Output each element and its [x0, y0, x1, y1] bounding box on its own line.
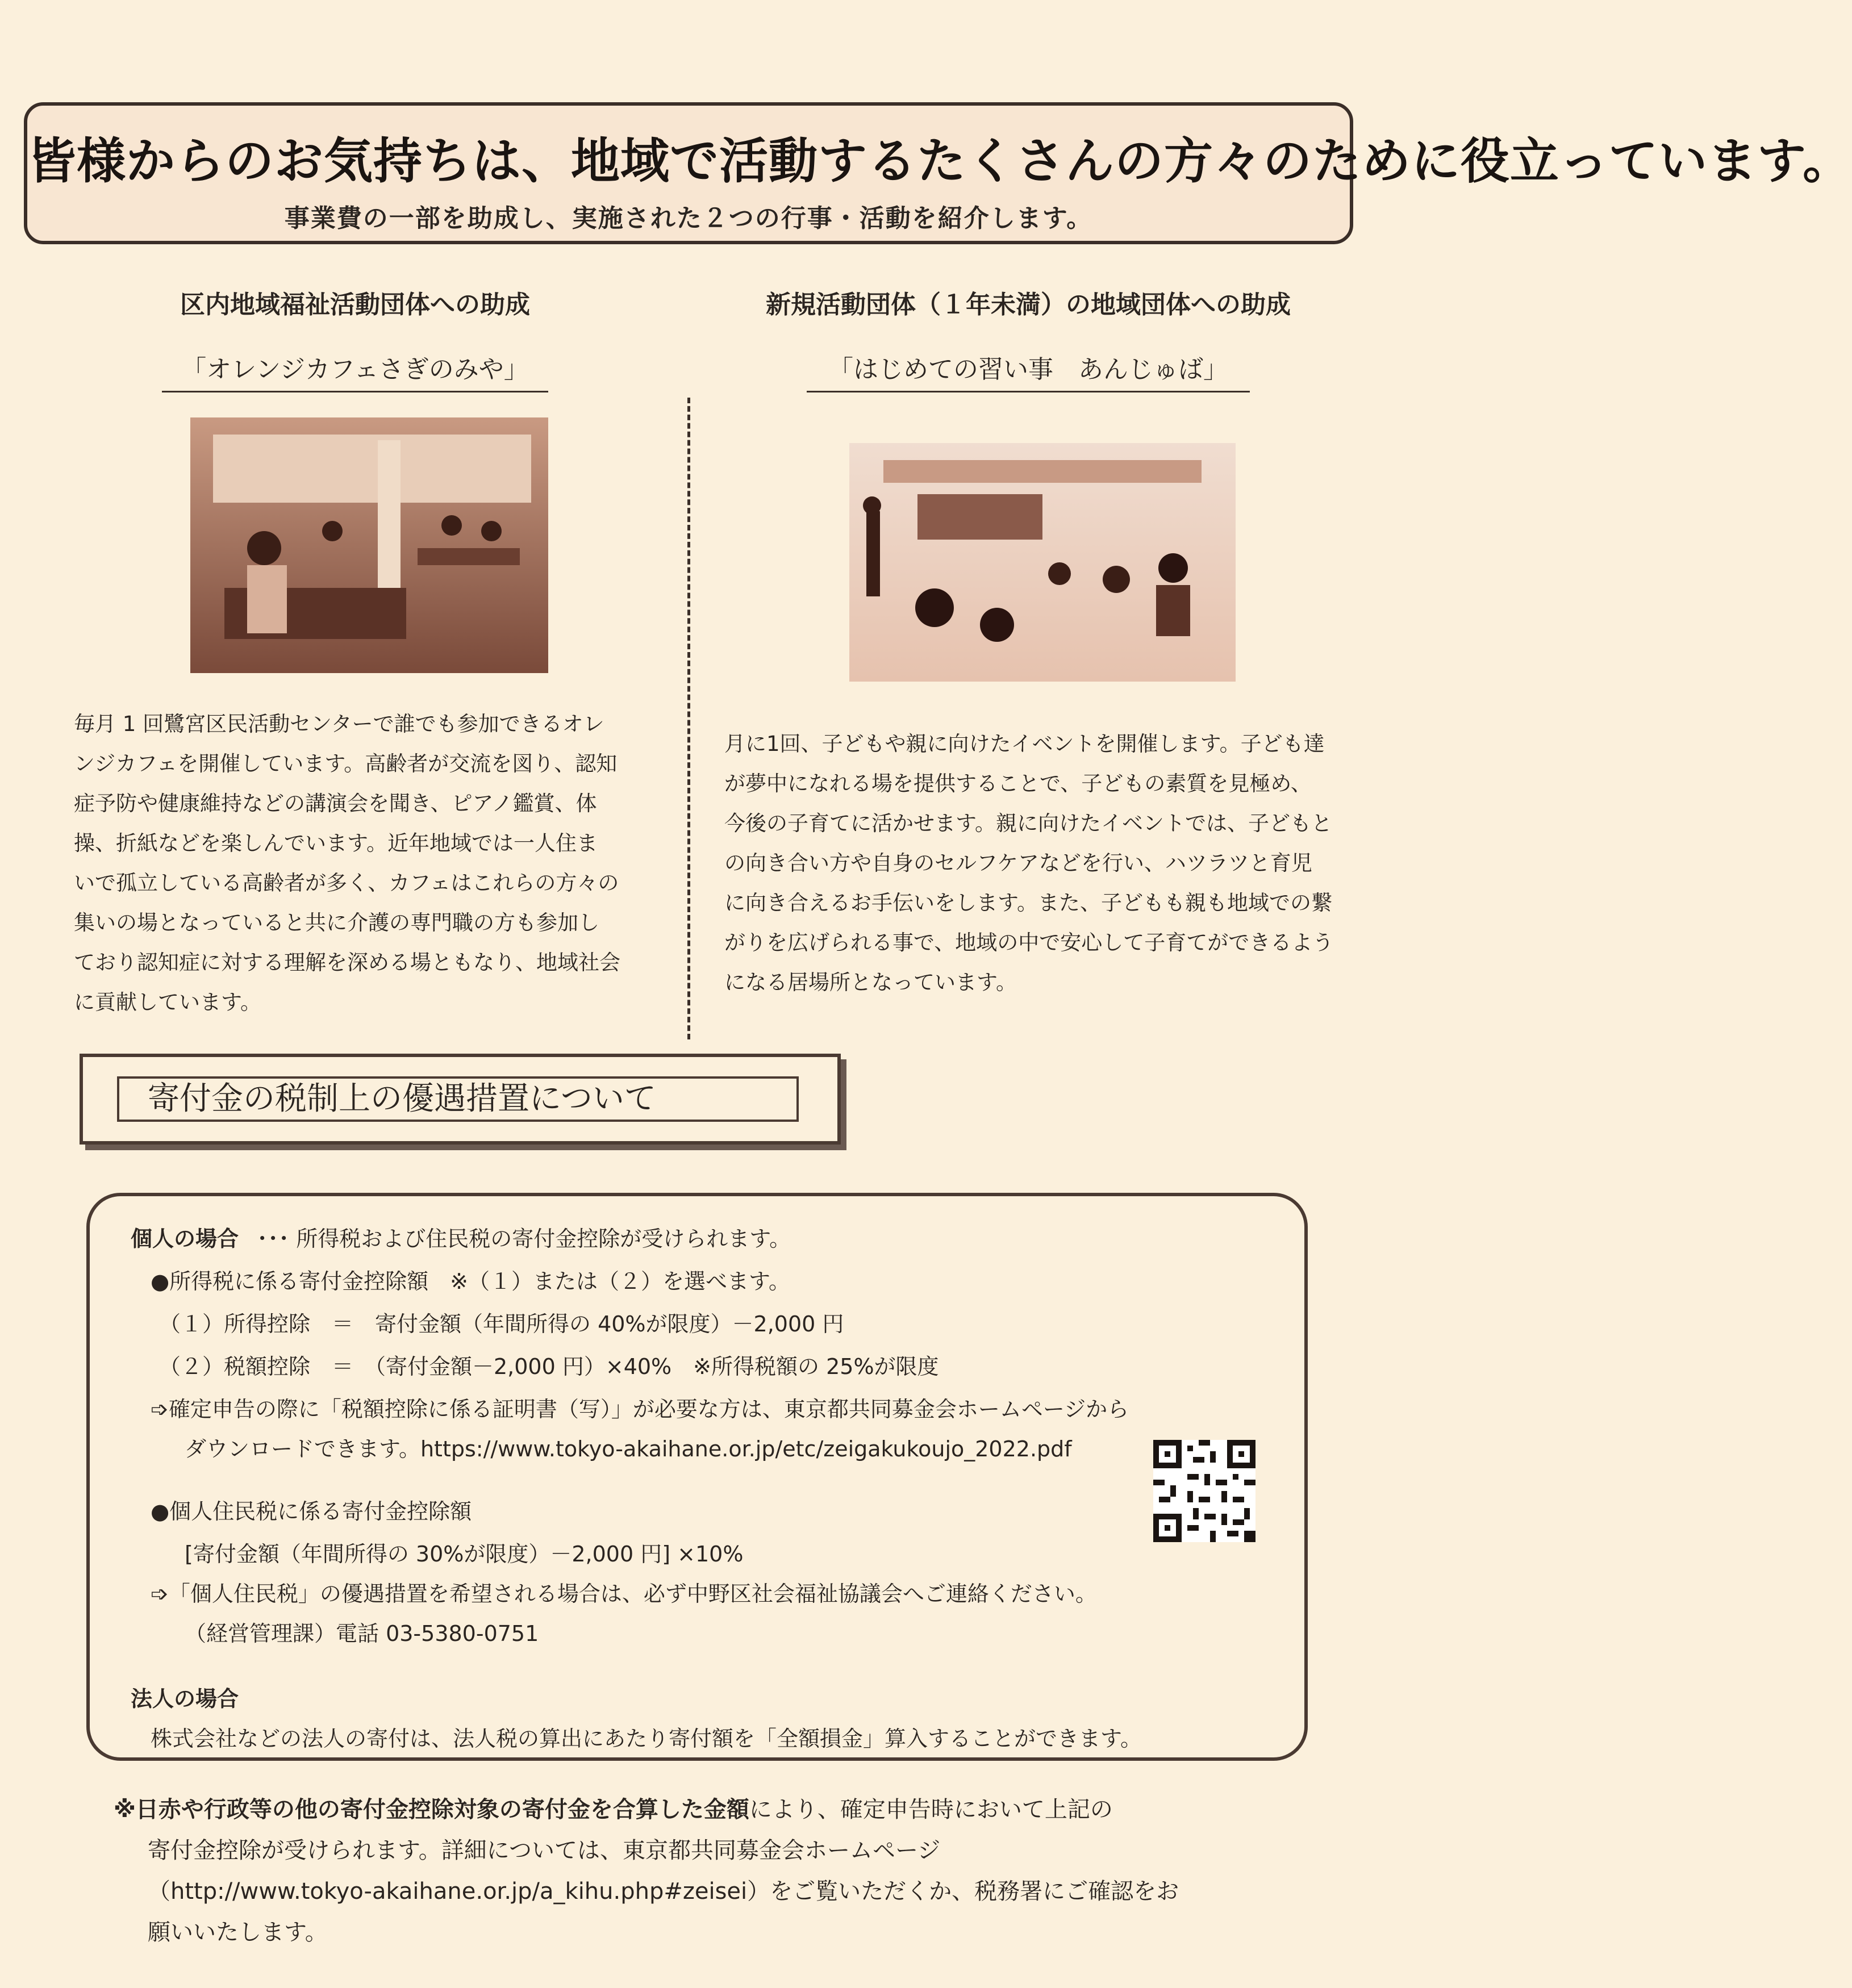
resident-tax-formula: [寄付金額（年間所得の 30%が限度）－2,000 円] ×10% [185, 1542, 744, 1567]
footer-emphasis: ※日赤や行政等の他の寄付金控除対象の寄付金を合算した金額 [114, 1797, 749, 1823]
right-column [704, 284, 1352, 392]
certificate-download-link[interactable]: ダウンロードできます。https://www.tokyo-akaihane.or.jp/etc/zeigakukoujo_2022.pdf [185, 1436, 1072, 1461]
left-column [34, 284, 676, 392]
cafe-photo [190, 417, 548, 673]
header-banner [24, 102, 1852, 244]
left-body-line: 操、折紙などを楽しんでいます。近年地域では一人住ま [74, 831, 598, 855]
right-body-line: がりを広げられる事で、地域の中で安心して子育てができるよう [724, 930, 1334, 955]
footer-line-4: 願いいたします。 [148, 1919, 328, 1945]
individual-row [131, 1221, 791, 1252]
footer-line-1-rest: により、確定申告時において上記の [749, 1797, 1113, 1823]
income-tax-heading: ●所得税に係る寄付金控除額 ※（１）または（２）を選べます。 [151, 1269, 790, 1294]
right-body-line: に向き合えるお手伝いをします。また、子どもも親も地域での繋 [724, 891, 1333, 915]
right-column-body [724, 724, 1366, 1003]
right-body-line: の向き合い方や自身のセルフケアなどを行い、ハツラツと育児 [724, 851, 1312, 875]
left-body-line: に貢献しています。 [74, 990, 262, 1014]
individual-intro: ･･･ 所得税および住民税の寄付金控除が受けられます。 [257, 1226, 791, 1251]
left-body-line: 集いの場となっていると共に介護の専門職の方も参加し [74, 911, 599, 935]
header-title: 皆様からのお気持ちは、地域で活動するたくさんの方々のために役立っています。 [27, 133, 1852, 190]
left-body-line: ンジカフェを開催しています。高齢者が交流を図り、認知 [74, 751, 618, 776]
right-body-line: が夢中になれる場を提供することで、子どもの素質を見極め、 [724, 771, 1312, 796]
footer-note [114, 1789, 1307, 1953]
left-column-body [74, 704, 676, 1022]
right-body-line: になる居場所となっています。 [724, 970, 1017, 995]
class-photo [849, 443, 1236, 682]
left-column-name: 「オレンジカフェさぎのみや」 [162, 349, 548, 392]
left-body-line: いで孤立している高齢者が多く、カフェはこれらの方々の [74, 871, 619, 895]
left-body-line: 症予防や健康維持などの講演会を聞き、ピアノ鑑賞、体 [74, 791, 597, 816]
contact-phone: （経営管理課）電話 03-5380-0751 [185, 1621, 539, 1646]
footer-line-1 [114, 1789, 1307, 1830]
left-body-line: 毎月 1 回鷺宮区民活動センターで誰でも参加できるオレ [74, 712, 604, 736]
certificate-note: ➩確定申告の際に「税額控除に係る証明書（写）」が必要な方は、東京都共同募金会ホームページから [151, 1397, 1129, 1422]
corporate-label: 法人の場合 [131, 1686, 239, 1711]
column-divider [687, 398, 690, 1039]
income-tax-option-1: （１）所得控除 ＝ 寄付金額（年間所得の 40%が限度）－2,000 円 [159, 1312, 844, 1337]
left-column-heading: 区内地域福祉活動団体への助成 [180, 290, 530, 319]
tax-section-title: 寄付金の税制上の優遇措置について [117, 1076, 799, 1122]
resident-tax-heading: ●個人住民税に係る寄付金控除額 [151, 1499, 472, 1524]
tax-section-title-frame [80, 1054, 841, 1145]
corporate-text: 株式会社などの法人の寄付は、法人税の算出にあたり寄付額を「全額損金」算入することができます。 [151, 1726, 1142, 1751]
right-body-line: 月に1回、子どもや親に向けたイベントを開催します。子ども達 [724, 732, 1325, 756]
footer-line-3: （http://www.tokyo-akaihane.or.jp/a_kihu.php#zeisei）をご覧いただくか、税務署にご確認をお [148, 1878, 1179, 1905]
right-body-line: 今後の子育てに活かせます。親に向けたイベントでは、子どもと [724, 811, 1333, 836]
resident-tax-note: ➩「個人住民税」の優遇措置を希望される場合は、必ず中野区社会福祉協議会へご連絡ください。 [151, 1581, 1097, 1606]
right-column-heading: 新規活動団体（１年未満）の地域団体への助成 [766, 290, 1291, 319]
footer-line-2: 寄付金控除が受けられます。詳細については、東京都共同募金会ホームページ [148, 1837, 941, 1864]
right-column-name: 「はじめての習い事 あんじゅば」 [807, 349, 1250, 392]
left-body-line: ており認知症に対する理解を深める場ともなり、地域社会 [74, 950, 620, 975]
qr-code-icon [1153, 1440, 1255, 1542]
income-tax-option-2: （２）税額控除 ＝ （寄付金額－2,000 円）×40% ※所得税額の 25%が限度 [159, 1354, 939, 1379]
individual-label: 個人の場合 [131, 1226, 239, 1251]
header-subtitle: 事業費の一部を助成し、実施された２つの行事・活動を紹介します。 [284, 204, 1093, 233]
